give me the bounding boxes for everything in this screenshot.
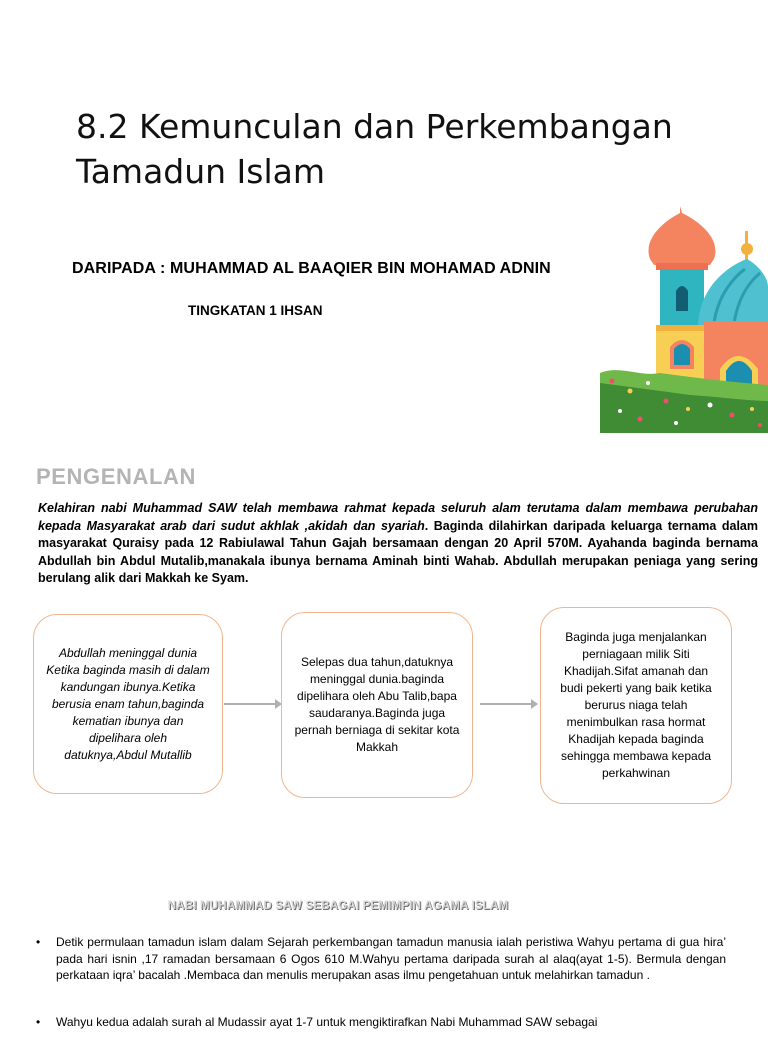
author-line: DARIPADA : MUHAMMAD AL BAAQIER BIN MOHAMAD ADNIN <box>72 260 551 277</box>
intro-italic-text: Kelahiran nabi Muhammad SAW telah membawa rahmat kepada seluruh alam terutama dalam membawa perubahan kepada Masyarakat arab dari sudut akhlak ,akidah dan syariah <box>38 501 758 533</box>
flow-box-3-text: Baginda juga menjalankan perniagaan milik Siti Khadijah.Sifat amanah dan budi pekerti yang baik ketika berurus niaga telah menimbulkan rasa hormat Khadijah kepada baginda sehingga membawa kepada perkahwinan <box>560 630 712 780</box>
bullet-list <box>36 934 726 1060</box>
bullet-item: • Detik permulaan tamadun islam dalam Sejarah perkembangan tamadun manusia ialah peristiwa Wahyu pertama di gua hira’ pada hari isnin ,17 ramadan bersamaan 6 Ogos 610 M.Wahyu pertama daripada surah al alaq(ayat 1-5). Bermula dengan perkataan iqra’ bacalah .Membaca dan menulis merupakan asas ilmu pengetahuan untuk melahirkan tamadun . <box>36 934 726 984</box>
flow-arrow-1 <box>224 703 276 705</box>
intro-body-text: . Baginda dilahirkan daripada keluarga ternama dalam masyarakat Quraisy pada 12 Rabiulawal Tahun Gajah bersamaan dengan 20 April 570M. Ayahanda baginda bernama Abdullah bin Abdul Mutalib,manakala ibunya bernama Aminah binti Wahab. Abdullah merupakan peniaga yang sering berulang alik dari Makkah ke Syam. <box>38 518 758 585</box>
flow-box-1-text: Abdullah meninggal dunia Ketika baginda masih di dalam kandungan ibunya.Ketika berusia enam tahun,baginda kematian ibunya dan dipelihara oleh datuknya,Abdul Mutallib <box>46 645 210 762</box>
page-title: 8.2 Kemunculan dan Perkembangan Tamadun Islam <box>76 107 673 191</box>
flow-box-1 <box>33 614 223 794</box>
section-heading-pengenalan: PENGENALAN <box>36 464 197 489</box>
bullet-item: • Wahyu kedua adalah surah al Mudassir ayat 1-7 untuk mengiktirafkan Nabi Muhammad SAW sebagai <box>36 1014 726 1031</box>
sub-heading-pemimpin: NABI MUHAMMAD SAW SEBAGAI PEMIMPIN AGAMA ISLAM <box>167 900 509 912</box>
flow-box-2 <box>281 612 473 798</box>
intro-paragraph <box>38 500 758 588</box>
flow-arrow-2 <box>480 703 532 705</box>
flow-box-2-text: Selepas dua tahun,datuknya meninggal dunia.baginda dipelihara oleh Abu Talib,bapa saudaranya.Baginda juga pernah berniaga di sekitar kota Makkah <box>294 655 460 754</box>
form-class-line: TINGKATAN 1 IHSAN <box>188 303 323 318</box>
flow-box-3 <box>540 607 732 804</box>
mosque-illustration <box>600 205 768 433</box>
